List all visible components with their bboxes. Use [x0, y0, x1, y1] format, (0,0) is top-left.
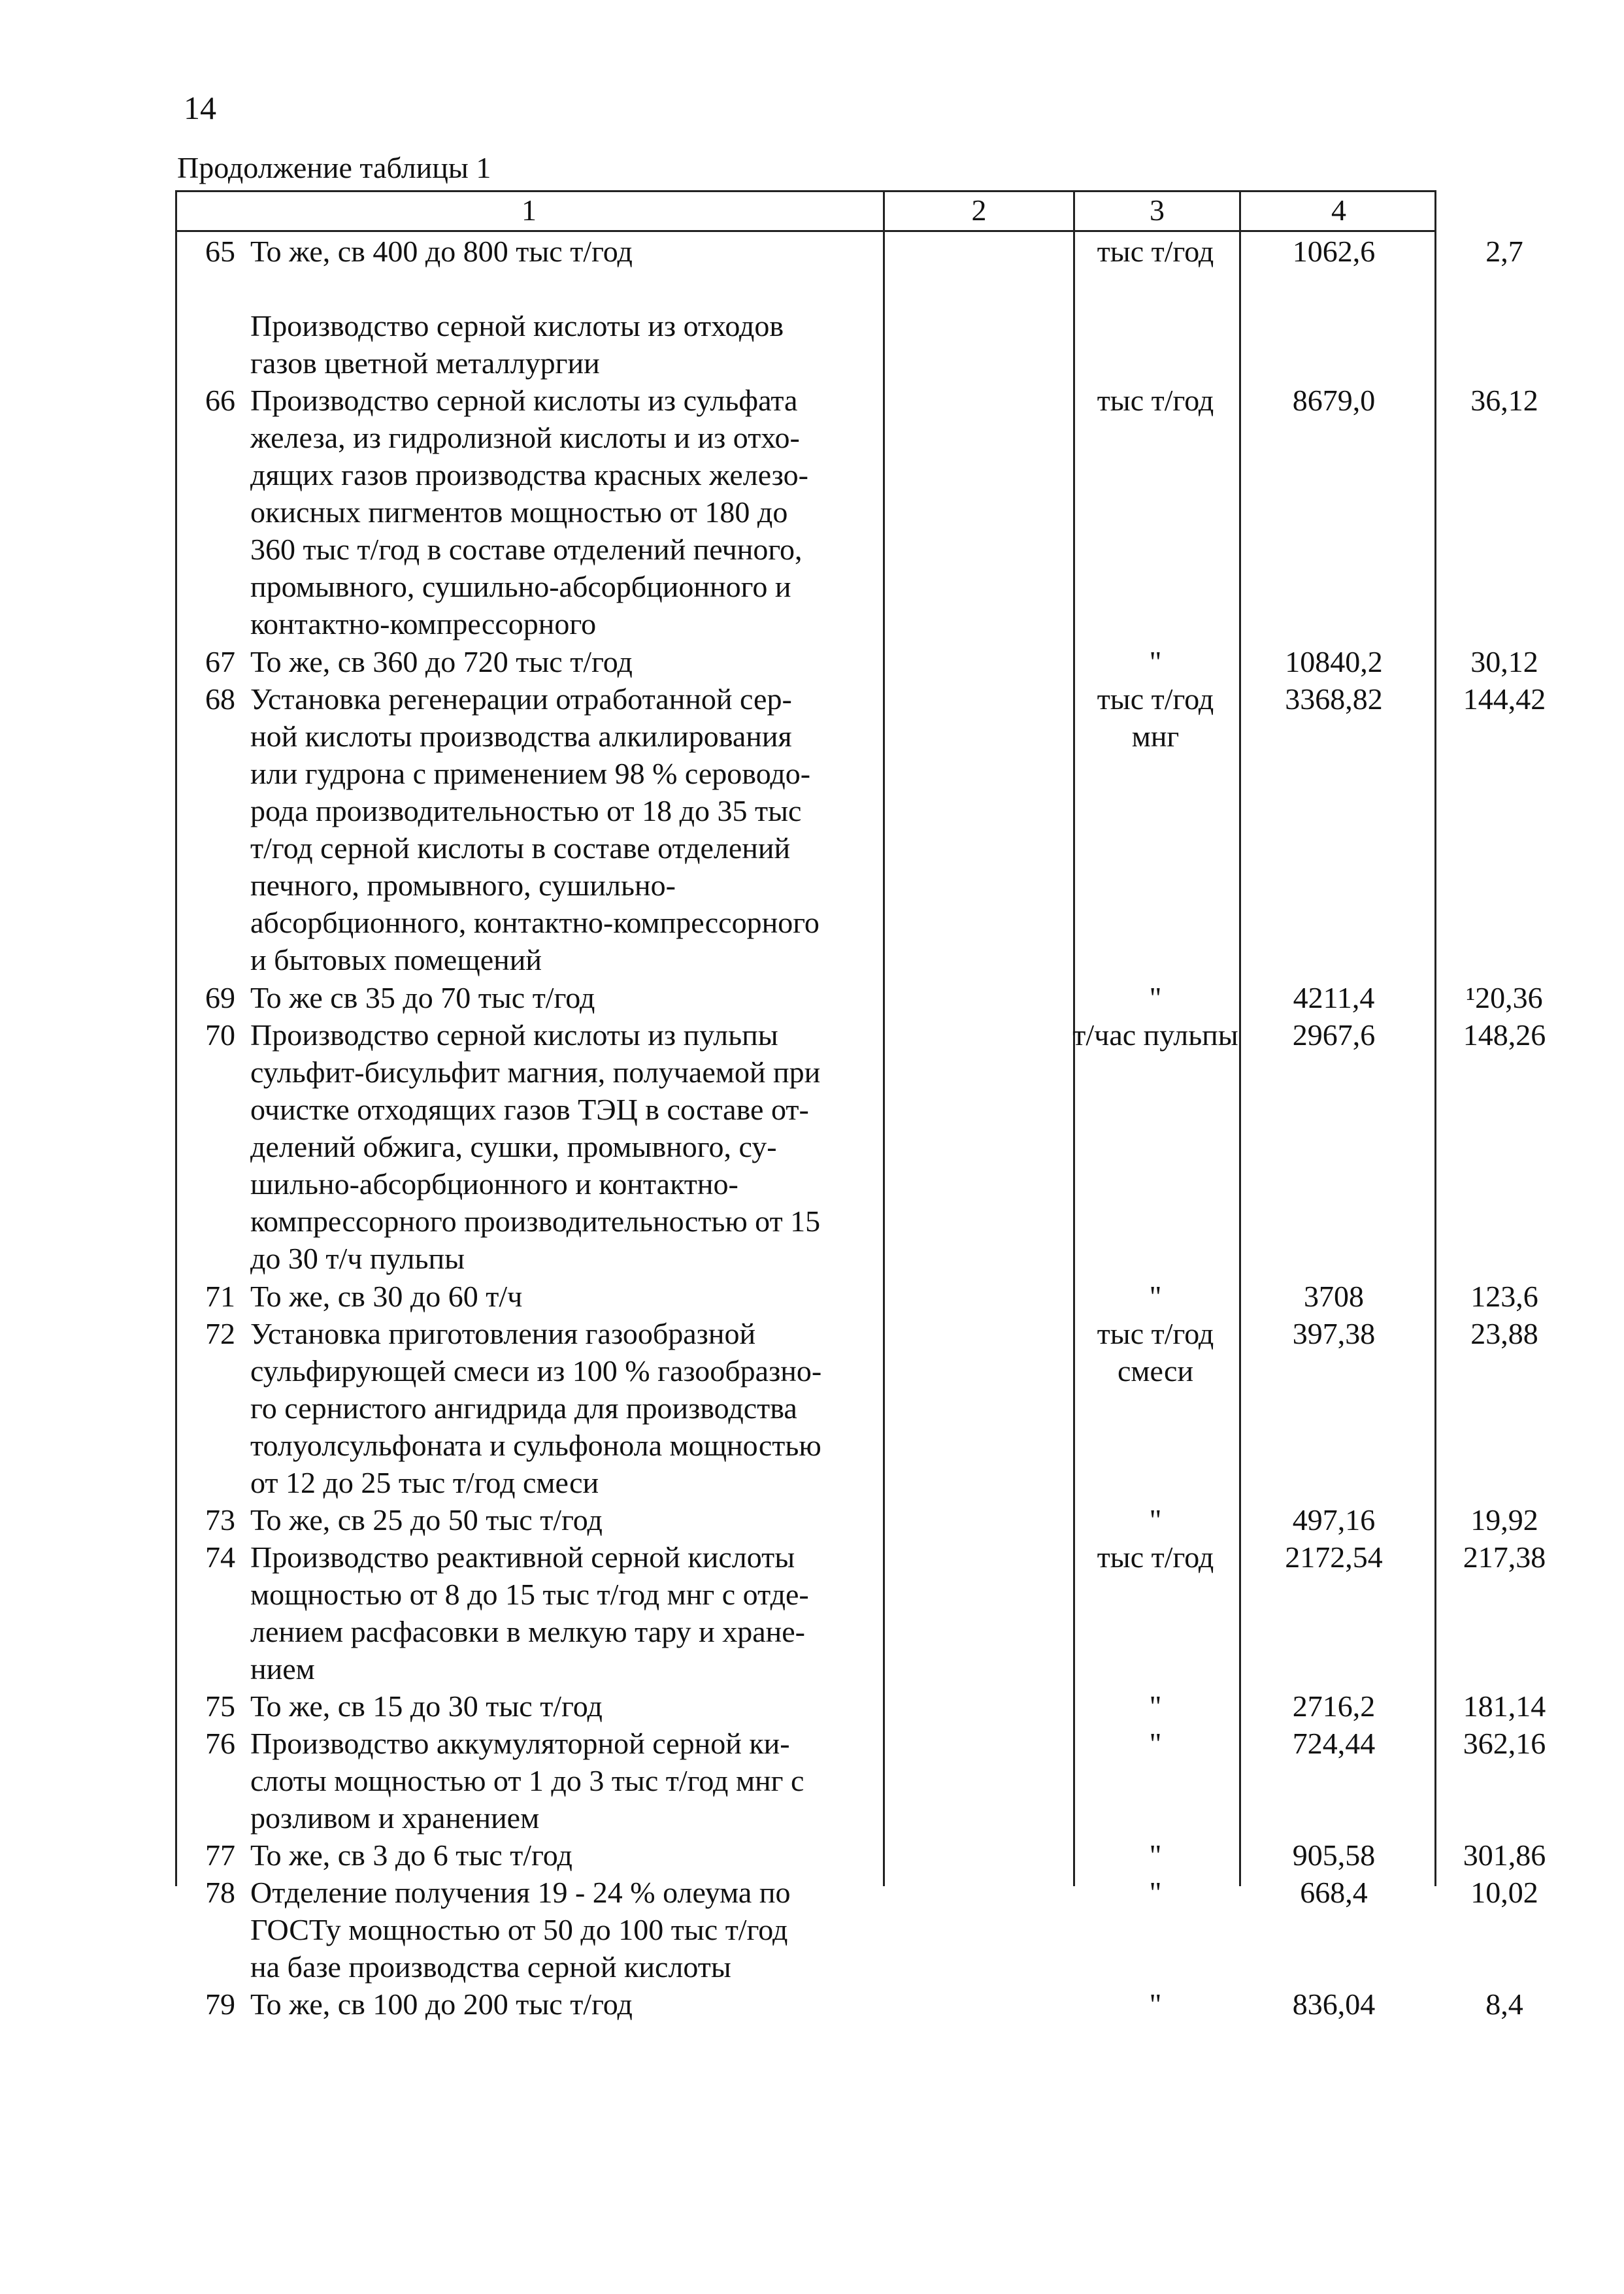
- row-unit: ": [1149, 1689, 1162, 1723]
- row-number: 73: [205, 1503, 235, 1537]
- row-number: 66: [205, 384, 235, 417]
- row-value-4: ¹20,36: [1466, 981, 1543, 1014]
- row-unit: ": [1149, 645, 1162, 678]
- row-value-4: 2,7: [1485, 235, 1523, 268]
- row-description: Установка регенерации отработанной сер- ной кислоты производства алкилирования или гудрона с применением 98 % сероводо- рода производительностью от 18 до 35 тыс т/год серной кислоты в составе отделений печного, промывного, сушильно- абсорбционного, контактно-компрессорного и бытовых помещений: [250, 682, 820, 976]
- row-number: 72: [205, 1317, 235, 1350]
- row-value-3: 2172,54: [1285, 1540, 1383, 1574]
- row-value-3: 836,04: [1292, 1987, 1376, 2021]
- row-value-4: 181,14: [1463, 1689, 1546, 1723]
- row-value-3: 497,16: [1292, 1503, 1376, 1537]
- column-header-3: 3: [1150, 193, 1165, 227]
- row-value-3: 1062,6: [1292, 235, 1376, 268]
- row-number: 65: [205, 235, 235, 268]
- row-unit: ": [1149, 1727, 1162, 1760]
- row-description: То же, св 400 до 800 тыс т/год: [250, 235, 633, 268]
- row-number: 69: [205, 981, 235, 1014]
- row-value-4: 148,26: [1463, 1018, 1546, 1052]
- row-value-4: 23,88: [1470, 1317, 1538, 1350]
- row-value-4: 301,86: [1463, 1838, 1546, 1872]
- row-number: 67: [205, 645, 235, 678]
- row-value-3: 3368,82: [1285, 682, 1383, 716]
- page-number: 14: [184, 90, 216, 126]
- column-header-1: 1: [522, 193, 537, 227]
- row-value-3: 3708: [1304, 1280, 1364, 1313]
- row-value-4: 10,02: [1470, 1876, 1538, 1909]
- row-value-3: 2716,2: [1292, 1689, 1376, 1723]
- row-value-4: 362,16: [1463, 1727, 1546, 1760]
- row-description: То же, св 3 до 6 тыс т/год: [250, 1838, 572, 1872]
- row-value-4: 30,12: [1470, 645, 1538, 678]
- row-description: Производство аккумуляторной серной ки- слоты мощностью от 1 до 3 тыс т/год мнг с розливом и хранением: [250, 1727, 804, 1835]
- row-unit: ": [1149, 1987, 1162, 2021]
- row-description: То же, св 25 до 50 тыс т/год: [250, 1503, 603, 1537]
- row-description: Производство серной кислоты из сульфата железа, из гидролизной кислоты и из отхо- дящих газов производства красных железо- окисных пигментов мощностью от 180 до 360 тыс т/год в составе отделений печного, промывного, сушильно-абсорбционного и контактно-компрессорного: [250, 384, 808, 640]
- row-value-3: 397,38: [1292, 1317, 1376, 1350]
- row-description: То же св 35 до 70 тыс т/год: [250, 981, 595, 1014]
- row-unit: тыс т/год смеси: [1097, 1317, 1214, 1388]
- row-number: 70: [205, 1018, 235, 1052]
- row-unit: ": [1149, 1876, 1162, 1909]
- row-value-4: 123,6: [1470, 1280, 1538, 1313]
- row-unit: ": [1149, 981, 1162, 1014]
- row-unit: ": [1149, 1280, 1162, 1313]
- row-description: То же, св 15 до 30 тыс т/год: [250, 1689, 603, 1723]
- row-description: Установка приготовления газообразной сульфирующей смеси из 100 % газообразно- го сернистого ангидрида для производства толуолсульфоната и сульфонола мощностью от 12 до 25 тыс т/год смеси: [250, 1317, 822, 1499]
- row-number: 79: [205, 1987, 235, 2021]
- row-value-3: 668,4: [1300, 1876, 1368, 1909]
- header-divider: [175, 230, 1436, 232]
- row-unit: ": [1149, 1503, 1162, 1537]
- row-description: Отделение получения 19 - 24 % олеума по ГОСТу мощностью от 50 до 100 тыс т/год на базе производства серной кислоты: [250, 1876, 791, 1984]
- row-number: 74: [205, 1540, 235, 1574]
- row-value-3: 905,58: [1292, 1838, 1376, 1872]
- column-header-4: 4: [1331, 193, 1346, 227]
- table-caption: Продолжение таблицы 1: [177, 151, 491, 184]
- row-number: 76: [205, 1727, 235, 1760]
- row-description: То же, св 100 до 200 тыс т/год: [250, 1987, 633, 2021]
- row-number: 75: [205, 1689, 235, 1723]
- row-value-4: 19,92: [1470, 1503, 1538, 1537]
- row-description: Производство серной кислоты из отходов газов цветной металлургии: [250, 309, 784, 380]
- row-unit: тыс т/год мнг: [1097, 682, 1214, 753]
- row-description: Производство серной кислоты из пульпы сульфит-бисульфит магния, получаемой при очистке отходящих газов ТЭЦ в составе от- делений обжига, сушки, промывного, су- шильно-абсорбционного и контактно- компрессорного производительностью от 15 до 30 т/ч пульпы: [250, 1018, 821, 1275]
- row-value-3: 10840,2: [1285, 645, 1383, 678]
- row-description: То же, св 30 до 60 т/ч: [250, 1280, 523, 1313]
- row-unit: тыс т/год: [1097, 384, 1214, 417]
- row-description: Производство реактивной серной кислоты мощностью от 8 до 15 тыс т/год мнг с отде- лением расфасовки в мелкую тару и хране- нием: [250, 1540, 809, 1686]
- row-unit: тыс т/год: [1097, 1540, 1214, 1574]
- row-value-3: 4211,4: [1293, 981, 1375, 1014]
- row-unit: т/час пульпы: [1072, 1018, 1238, 1052]
- row-value-4: 144,42: [1463, 682, 1546, 716]
- row-value-4: 36,12: [1470, 384, 1538, 417]
- row-value-4: 8,4: [1485, 1987, 1523, 2021]
- row-unit: ": [1149, 1838, 1162, 1872]
- row-number: 78: [205, 1876, 235, 1909]
- row-number: 71: [205, 1280, 235, 1313]
- row-value-4: 217,38: [1463, 1540, 1546, 1574]
- row-value-3: 2967,6: [1292, 1018, 1376, 1052]
- row-number: 68: [205, 682, 235, 716]
- row-value-3: 724,44: [1292, 1727, 1376, 1760]
- row-description: То же, св 360 до 720 тыс т/год: [250, 645, 633, 678]
- column-header-2: 2: [971, 193, 987, 227]
- row-value-3: 8679,0: [1292, 384, 1376, 417]
- row-number: 77: [205, 1838, 235, 1872]
- row-unit: тыс т/год: [1097, 235, 1214, 268]
